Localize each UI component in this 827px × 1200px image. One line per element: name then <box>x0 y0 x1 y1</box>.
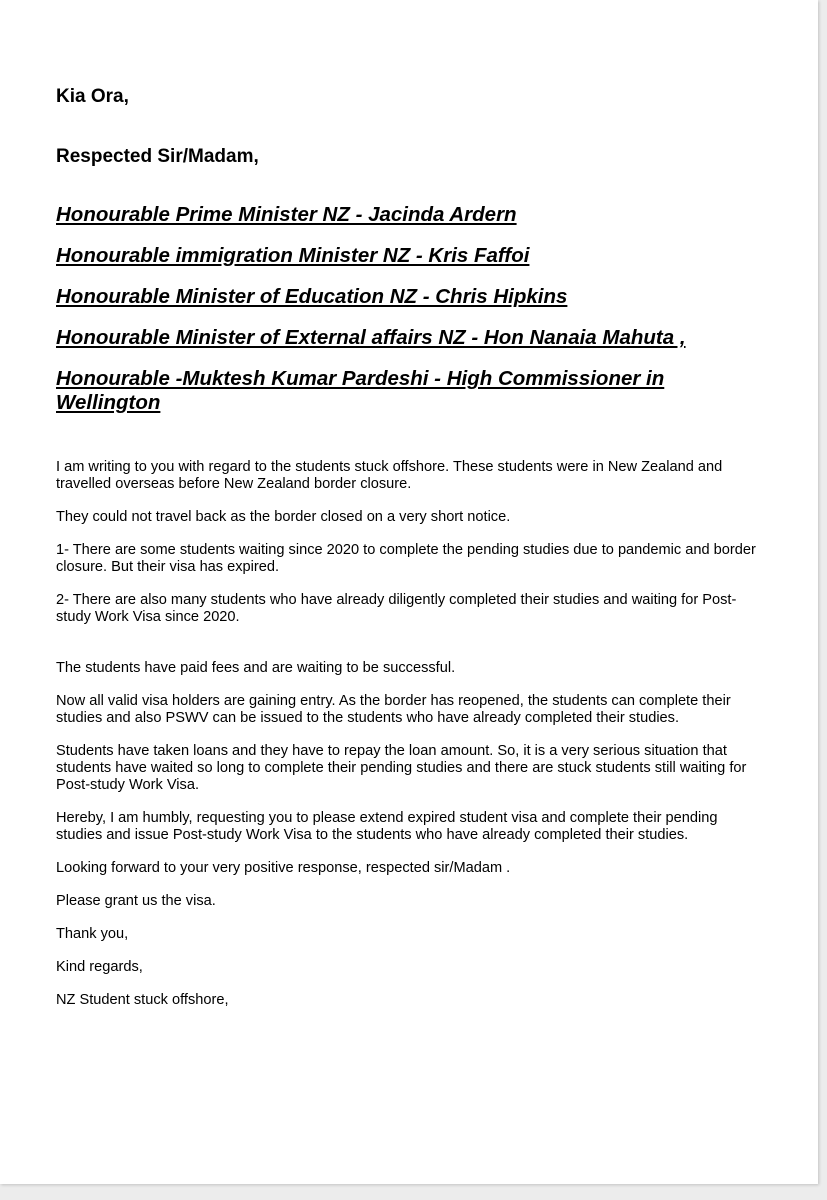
paragraph-intro: I am writing to you with regard to the students stuck offshore. These students were in New Zealand and travelled overseas before New Zealand border closure. <box>56 459 723 492</box>
greeting: Kia Ora, <box>56 86 129 107</box>
closing-thank-you: Thank you, <box>56 926 129 942</box>
addressee-high-commissioner: Honourable -Muktesh Kumar Pardeshi - High Commissioner in Wellington <box>56 367 665 414</box>
paragraph-loans: Students have taken loans and they have to repay the loan amount. So, it is a very serious situation that students have waited so long to complete their pending studies and there are stuck students still waiting for Post-study Work Visa. <box>56 743 747 793</box>
letter-content <box>56 85 766 1025</box>
paragraph-looking-forward: Looking forward to your very positive response, respected sir/Madam . <box>56 860 511 876</box>
closing-kind-regards: Kind regards, <box>56 959 143 975</box>
addressee-external-affairs-minister: Honourable Minister of External affairs NZ - Hon Nanaia Mahuta , <box>56 326 686 349</box>
paragraph-fees-paid: The students have paid fees and are waiting to be successful. <box>56 660 456 676</box>
signature-sender: NZ Student stuck offshore, <box>56 992 229 1008</box>
paragraph-grant-visa: Please grant us the visa. <box>56 893 216 909</box>
paragraph-point-2: 2- There are also many students who have already diligently completed their studies and waiting for Post-study Work Visa since 2020. <box>56 592 737 625</box>
addressee-immigration-minister: Honourable immigration Minister NZ - Kris Faffoi <box>56 244 530 267</box>
paragraph-point-1: 1- There are some students waiting since 2020 to complete the pending studies due to pandemic and border closure. But their visa has expired. <box>56 542 756 575</box>
letter-body <box>56 459 766 1009</box>
addressee-prime-minister: Honourable Prime Minister NZ - Jacinda Ardern <box>56 203 517 226</box>
paragraph-border-closed: They could not travel back as the border closed on a very short notice. <box>56 509 511 525</box>
addressee-education-minister: Honourable Minister of Education NZ - Chris Hipkins <box>56 285 568 308</box>
salutation: Respected Sir/Madam, <box>56 146 259 167</box>
paragraph-border-reopened: Now all valid visa holders are gaining entry. As the border has reopened, the students can complete their studies and also PSWV can be issued to the students who have already completed their studies. <box>56 693 731 726</box>
paragraph-request: Hereby, I am humbly, requesting you to please extend expired student visa and complete their pending studies and issue Post-study Work Visa to the students who have already completed their studies. <box>56 810 718 843</box>
addressee-list <box>56 203 766 415</box>
